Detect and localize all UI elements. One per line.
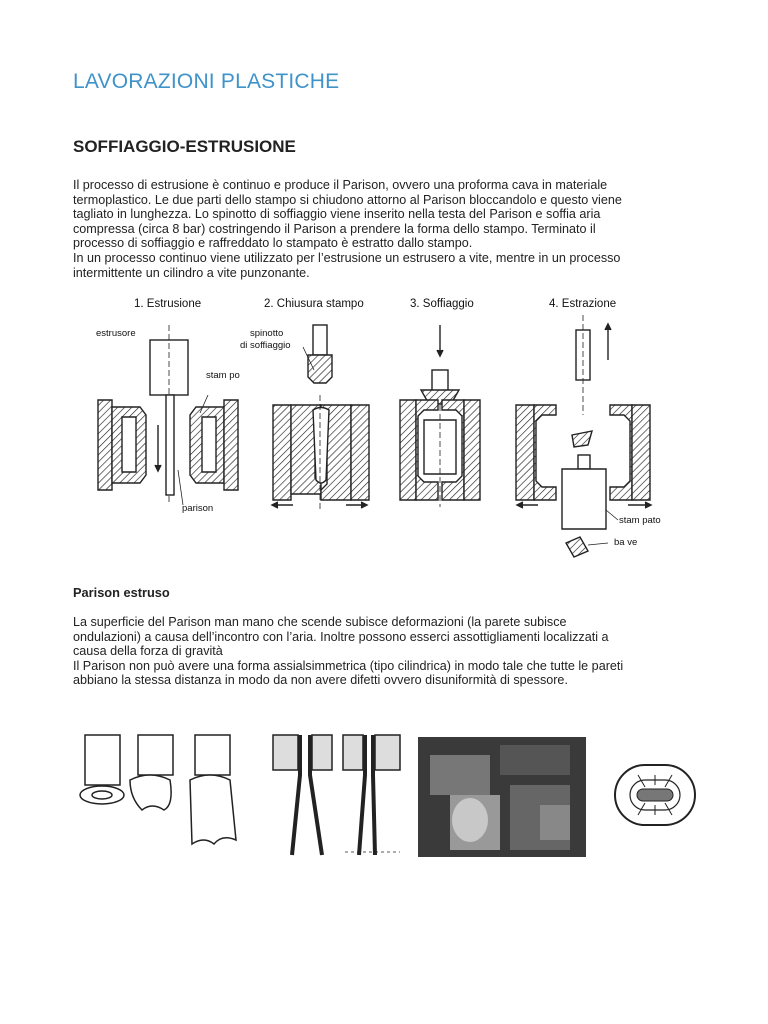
intro-line: processo di soffiaggio e raffreddato lo stampato è estratto dallo stampo.: [73, 236, 473, 251]
process-figure: [88, 295, 678, 575]
step-1-label: 1. Estrusione: [134, 298, 202, 310]
step-4-label: 4. Estrazione: [549, 298, 617, 310]
step-2-label: 2. Chiusura stampo: [264, 298, 364, 310]
parison-line: ondulazioni) a causa dell’incontro con l’aria. Inoltre possono esserci assottigliamenti localizzati a: [73, 629, 609, 644]
parison-paragraph: [73, 615, 703, 688]
spinotto-label-2: di soffiaggio: [240, 340, 291, 351]
oval-section-sketch: [615, 765, 695, 825]
die-section-sketch: [273, 735, 400, 855]
parison-line: abbiano la stessa distanza in modo da non avere difetti ovvero disuniformità di spessore.: [73, 673, 568, 688]
bave-label: ba ve: [614, 537, 638, 548]
stampo-label: stam po: [206, 370, 240, 381]
intro-line: termoplastico. Le due parti dello stampo si chiudono attorno al Parison bloccandolo e questo viene: [73, 192, 622, 207]
stampato-label: stam pato: [619, 515, 661, 526]
intro-line: compressa (circa 8 bar) costringendo il Parison a prendere la forma dello stampo. Terminato il: [73, 221, 596, 236]
parison-line: La superficie del Parison man mano che scende subisce deformazioni (la parete subisce: [73, 615, 567, 629]
intro-line: tagliato in lunghezza. Lo spinotto di soffiaggio viene inserito nella testa del Parison e soffia aria: [73, 207, 601, 222]
subsection-title: Parison estruso: [73, 585, 170, 600]
parison-line: causa della forza di gravità: [73, 644, 223, 659]
intro-line: In un processo continuo viene utilizzato per l’estrusione un estrusero a vite, mentre in un processo: [73, 250, 621, 265]
machine-photo: [418, 737, 586, 857]
section-title: SOFFIAGGIO-ESTRUSIONE: [73, 137, 296, 156]
page-title: LAVORAZIONI PLASTICHE: [73, 70, 340, 93]
parison-label: parison: [182, 503, 214, 514]
estrusore-label: estrusore: [96, 328, 136, 339]
intro-line: Il processo di estrusione è continuo e produce il Parison, ovvero una proforma cava in materiale: [73, 178, 608, 192]
step-3-label: 3. Soffiaggio: [410, 298, 474, 310]
intro-line: intermittente un cilindro a vite punzonante.: [73, 265, 310, 280]
parison-images: [70, 725, 710, 870]
intro-paragraph: [73, 178, 703, 280]
spinotto-label-1: spinotto: [250, 328, 284, 339]
parison-deformation-sketch: [80, 735, 236, 844]
parison-line: Il Parison non può avere una forma assialsimmetrica (tipo cilindrica) in modo tale che tutte le pareti: [73, 658, 624, 673]
process-drawing: [88, 295, 678, 575]
